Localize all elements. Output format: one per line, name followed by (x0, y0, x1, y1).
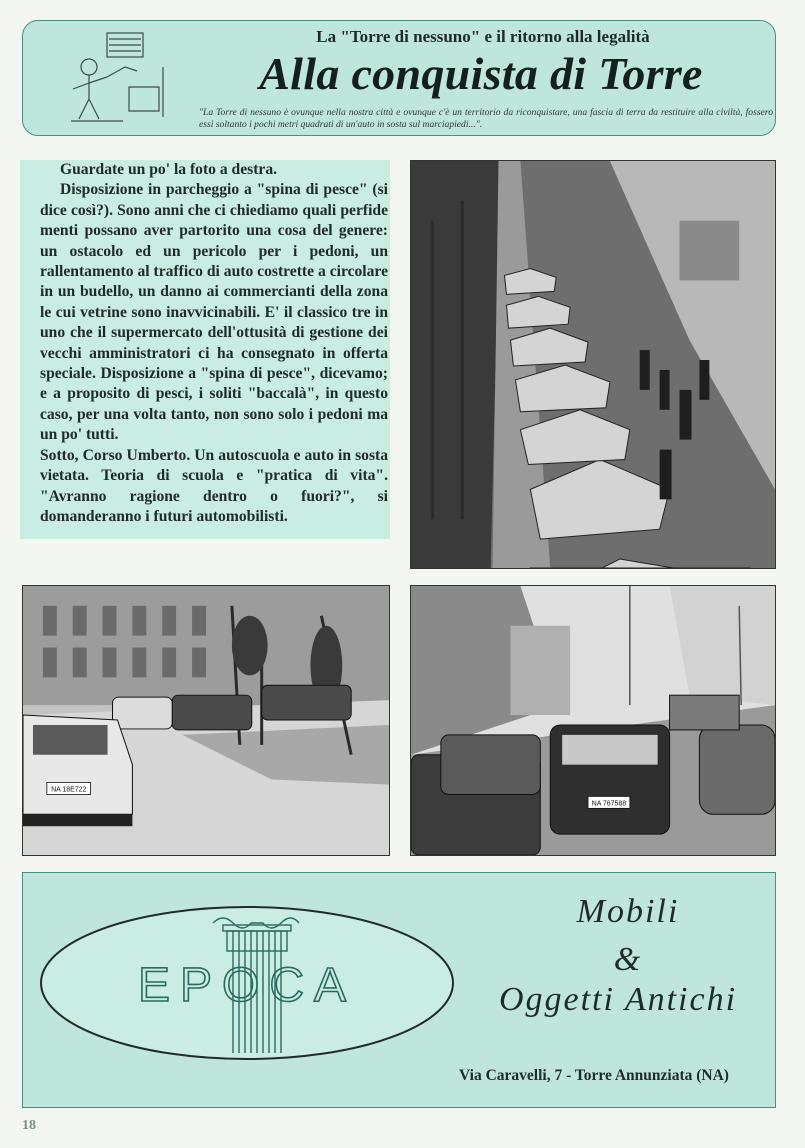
epoca-logo (37, 903, 457, 1063)
ad-address: Via Caravelli, 7 - Torre Annunziata (NA) (459, 1067, 729, 1084)
article-paragraph: Disposizione in parcheggio a "spina di pesce" (si dice così?). Sono anni che ci chiediamo quali perfide menti possano aver partorito una cosa del genere: un ostacolo ed un pericolo per i pedoni, un rallentamento al traffico di auto costrette a circolare in un budello, un danno ai commercianti della zona le cui vetrine sono inavvicinabili. E' il classico tre in uno che il supermercato dell'ottusità di gestione dei vecchi amministratori ci ha consegnato in offerta speciale. Disposizione a "spina di pesce", dicevamo; e a proposito di pesci, i soliti "baccalà", in questo caso, per una volta tanto, non sono solo i pedoni ma un po' tutti. (40, 181, 388, 444)
article-kicker: La "Torre di nessuno" e il ritorno alla legalità (316, 27, 650, 46)
article-paragraph: Guardate un po' la foto a destra. (60, 161, 278, 178)
photo-street-traffic (410, 585, 776, 856)
article-header (22, 20, 776, 136)
ad-line-oggetti-antichi: Oggetti Antichi (498, 981, 738, 1018)
article-headline: Alla conquista di Torre (259, 48, 703, 99)
license-plate-right: NA 767588 (591, 800, 627, 808)
article-body (20, 160, 390, 539)
torre-di-nessuno-logo (63, 27, 183, 127)
epoca-brand-text: EPOCA (137, 959, 357, 1012)
license-plate-left: NA 18E722 (51, 786, 87, 794)
article-quote: "La Torre di nessuno è ovunque nella nostra città e ovunque c'è un territorio da riconquistare, una fascia di terra da restituire alla civiltà, fossero essi soltanto i pochi metri quadrati di un'auto in sosta sul marciapiedi...". (199, 107, 773, 130)
photo-herringbone-parking (410, 160, 776, 569)
ad-line-mobili: Mobili (576, 893, 680, 930)
page-number: 18 (22, 1118, 36, 1133)
photo-corso-umberto-street (22, 585, 390, 856)
article-paragraph: Sotto, Corso Umberto. Un autoscuola e auto in sosta vietata. Teoria di scuola e "pratica di vita". "Avranno ragione dentro o fuori?", si domanderanno i futuri automobilisti. (40, 446, 388, 525)
ad-line-ampersand: & (613, 941, 643, 978)
